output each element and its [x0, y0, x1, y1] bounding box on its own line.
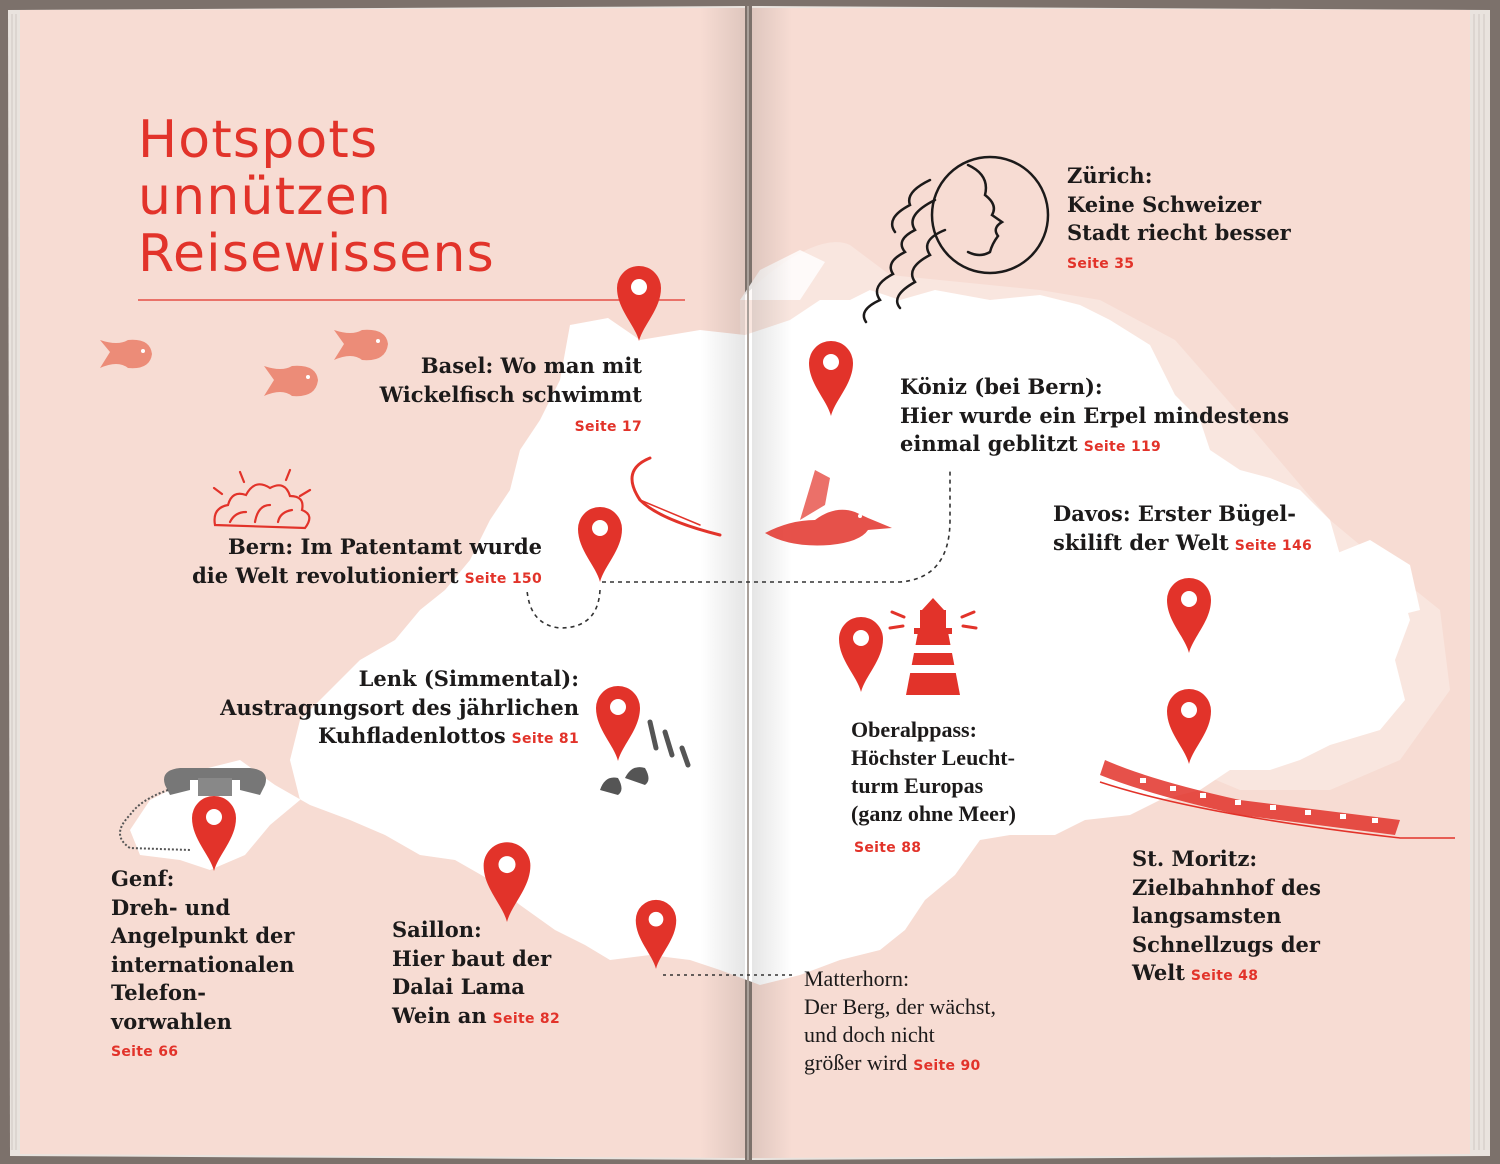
label-davos: Davos: Erster Bügel- skilift der Welt Seite 146 [1053, 501, 1313, 555]
title-line-3: Reisewissens [138, 224, 495, 284]
map-pin-lenk[interactable] [593, 682, 643, 762]
page-ref-saillon[interactable]: Seite 82 [492, 1010, 560, 1027]
map-pin-koeniz[interactable] [806, 337, 856, 417]
page-ref-davos[interactable]: Seite 146 [1234, 537, 1313, 554]
label-stmoritz: St. Moritz: Zielbahnhof des langsamsten Schnellzugs der Welt Seite 48 [1132, 846, 1321, 985]
page-ref-bern[interactable]: Seite 150 [464, 570, 542, 587]
label-zuerich: Zürich: Keine Schweizer Stadt riecht besser Seite 35 [1067, 162, 1291, 278]
page-ref-genf[interactable]: Seite 66 [111, 1044, 179, 1060]
label-oberalppass: Oberalppass: Höchster Leucht- turm Europas (ganz ohne Meer) Seite 88 [851, 716, 1016, 862]
label-saillon: Saillon: Hier baut der Dalai Lama Wein an Seite 82 [392, 917, 560, 1028]
label-basel: Basel: Wo man mit Wickelfisch schwimmt Seite 17 [380, 352, 642, 442]
title-line-2: unnützen [138, 167, 393, 227]
label-genf: Genf: Dreh- und Angelpunkt der internationalen Telefon- vorwahlen Seite 66 [111, 865, 294, 1067]
page-ref-zuerich[interactable]: Seite 35 [1067, 255, 1135, 272]
page-ref-oberalppass[interactable]: Seite 88 [854, 840, 922, 856]
page-ref-matterhorn[interactable]: Seite 90 [913, 1058, 981, 1074]
page-ref-stmoritz[interactable]: Seite 48 [1190, 968, 1259, 984]
page-title [138, 112, 495, 283]
label-matterhorn: Matterhorn: Der Berg, der wächst, und doch nicht größer wird Seite 90 [804, 966, 997, 1075]
label-lenk: Lenk (Simmental): Austragungsort des jährlichen Kuhfladenlottos Seite 81 [220, 666, 579, 748]
label-bern: Bern: Im Patentamt wurde die Welt revolutioniert Seite 150 [192, 534, 542, 588]
map-pin-oberalppass[interactable] [836, 613, 886, 693]
title-line-1: Hotspots [138, 110, 379, 170]
page-ref-koeniz[interactable]: Seite 119 [1083, 439, 1162, 455]
map-pin-basel[interactable] [614, 262, 664, 342]
map-pin-genf[interactable] [189, 792, 239, 872]
page-ref-basel[interactable]: Seite 17 [574, 419, 642, 435]
map-pin-bern[interactable] [575, 503, 625, 583]
map-pin-stmoritz[interactable] [1164, 685, 1214, 765]
map-pin-matterhorn[interactable] [633, 893, 679, 973]
label-koeniz: Köniz (bei Bern): Hier wurde ein Erpel mindestens einmal geblitzt Seite 119 [900, 374, 1290, 456]
map-pin-davos[interactable] [1164, 574, 1214, 654]
page-ref-lenk[interactable]: Seite 81 [511, 731, 579, 747]
map-pin-saillon[interactable] [477, 838, 537, 923]
